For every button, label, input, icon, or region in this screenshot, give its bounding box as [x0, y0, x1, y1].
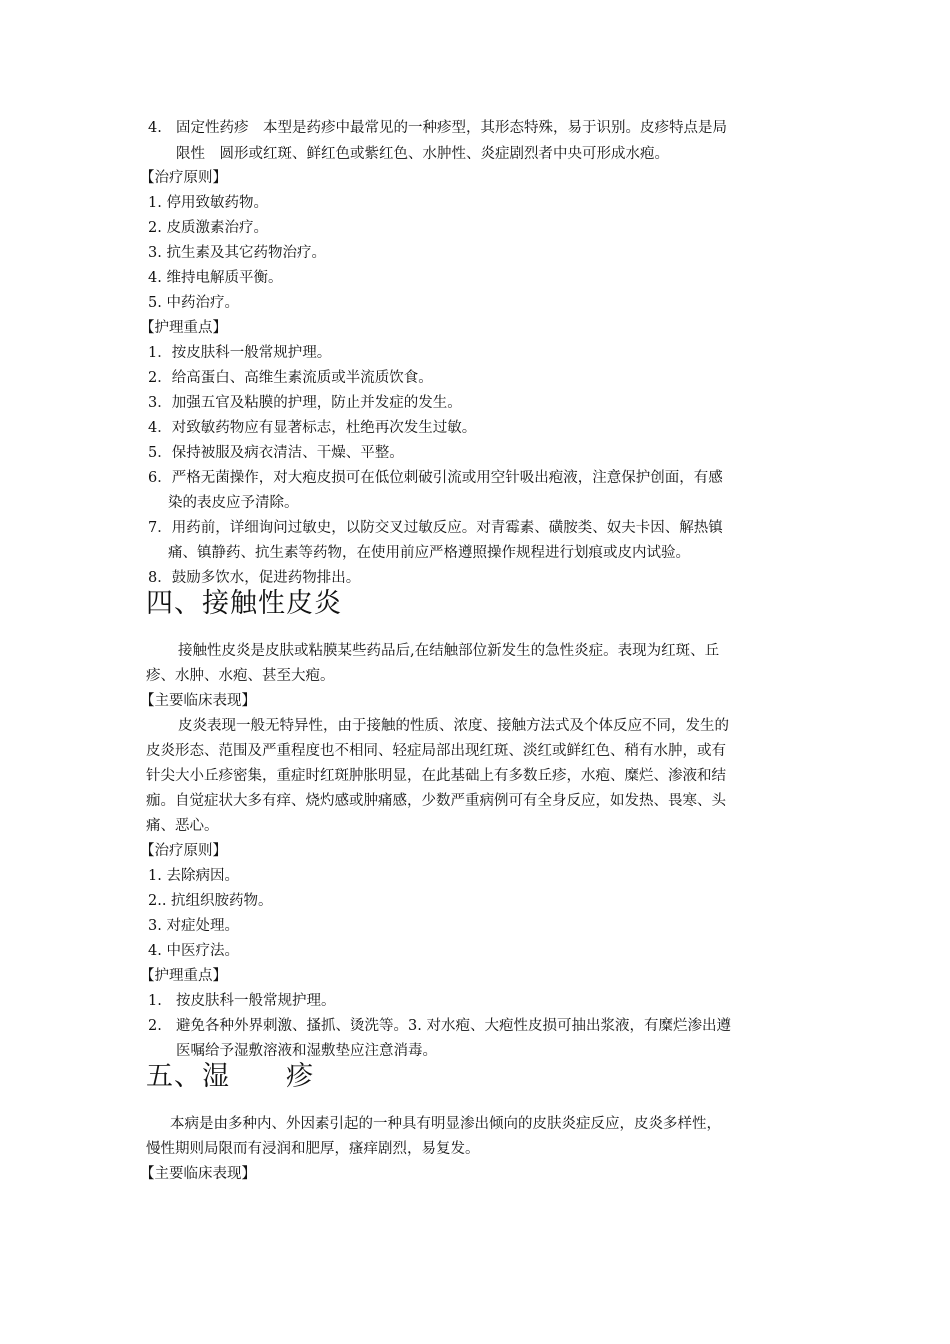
list-item: 1．按皮肤科一般常规护理。: [148, 345, 332, 361]
paragraph-line: 皮炎表现一般无特异性，由于接触的性质、浓度、接触方法式及个体反应不同，发生的: [178, 718, 729, 734]
list-number: 2.: [148, 1018, 162, 1034]
list-item: 3. 对症处理。: [148, 918, 239, 934]
list-item-continuation: 医嘱给予湿敷溶液和湿敷垫应注意消毒。: [176, 1043, 437, 1059]
list-item: 4．对致敏药物应有显著标志，杜绝再次发生过敏。: [148, 420, 477, 436]
list-item: 1. 停用致敏药物。: [148, 195, 268, 211]
paragraph-line: 固定性药疹 本型是药疹中最常见的一种疹型，其形态特殊，易于识别。皮疹特点是局: [176, 120, 727, 136]
section-heading: 【护理重点】: [140, 968, 227, 984]
list-item: 6．严格无菌操作，对大疱皮损可在低位刺破引流或用空针吸出疱液，注意保护创面，有感: [148, 470, 723, 486]
paragraph-line: 限性 圆形或红斑、鲜红色或紫红色、水肿性、炎症剧烈者中央可形成水疱。: [176, 146, 669, 162]
paragraph-line: 针尖大小丘疹密集，重症时红斑肿胀明显，在此基础上有多数丘疹，水疱、糜烂、渗液和结: [146, 768, 726, 784]
list-item: 按皮肤科一般常规护理。: [176, 993, 336, 1009]
list-number: 1.: [148, 993, 162, 1009]
list-item: 3．加强五官及粘膜的护理，防止并发症的发生。: [148, 395, 462, 411]
list-item-continuation: 痛、镇静药、抗生素等药物，在使用前应严格遵照操作规程进行划痕或皮内试验。: [168, 545, 690, 561]
paragraph-line: 疹、水肿、水疱、甚至大疱。: [146, 668, 335, 684]
section-heading: 【主要临床表现】: [140, 693, 256, 709]
paragraph-line: 痛、恶心。: [146, 818, 219, 834]
list-item-continuation: 染的表皮应予清除。: [168, 495, 299, 511]
paragraph-line: 痂。自觉症状大多有痒、烧灼感或肿痛感，少数严重病例可有全身反应，如发热、畏寒、头: [146, 793, 726, 809]
list-number: 4.: [148, 120, 162, 136]
chapter-heading: 四、接触性皮炎: [146, 588, 342, 619]
list-item: 8．鼓励多饮水，促进药物排出。: [148, 570, 361, 586]
list-item: 5．保持被服及病衣清洁、干燥、平整。: [148, 445, 404, 461]
list-item: 5. 中药治疗。: [148, 295, 239, 311]
list-item: 2.. 抗组织胺药物。: [148, 893, 273, 909]
section-heading: 【治疗原则】: [140, 843, 227, 859]
list-item: 4. 维持电解质平衡。: [148, 270, 283, 286]
paragraph-line: 本病是由多种内、外因素引起的一种具有明显渗出倾向的皮肤炎症反应，皮炎多样性，: [170, 1116, 721, 1132]
chapter-heading: 五、湿 疹: [146, 1061, 314, 1092]
list-item: 4. 中医疗法。: [148, 943, 239, 959]
list-item: 3. 抗生素及其它药物治疗。: [148, 245, 326, 261]
list-item: 2．给高蛋白、高维生素流质或半流质饮食。: [148, 370, 433, 386]
list-item: 避免各种外界刺激、搔抓、烫洗等。3. 对水疱、大疱性皮损可抽出浆液，有糜烂渗出遵: [176, 1018, 731, 1034]
paragraph-line: 皮炎形态、范围及严重程度也不相同、轻症局部出现红斑、淡红或鲜红色、稍有水肿，或有: [146, 743, 726, 759]
list-item: 7．用药前，详细询问过敏史，以防交叉过敏反应。对青霉素、磺胺类、奴夫卡因、解热镇: [148, 520, 723, 536]
paragraph-line: 接触性皮炎是皮肤或粘膜某些药品后,在结触部位新发生的急性炎症。表现为红斑、丘: [178, 643, 720, 659]
section-heading: 【治疗原则】: [140, 170, 227, 186]
paragraph-line: 慢性期则局限而有浸润和肥厚，瘙痒剧烈，易复发。: [146, 1141, 480, 1157]
section-heading: 【主要临床表现】: [140, 1166, 256, 1182]
list-item: 2. 皮质激素治疗。: [148, 220, 268, 236]
list-item: 1. 去除病因。: [148, 868, 239, 884]
section-heading: 【护理重点】: [140, 320, 227, 336]
